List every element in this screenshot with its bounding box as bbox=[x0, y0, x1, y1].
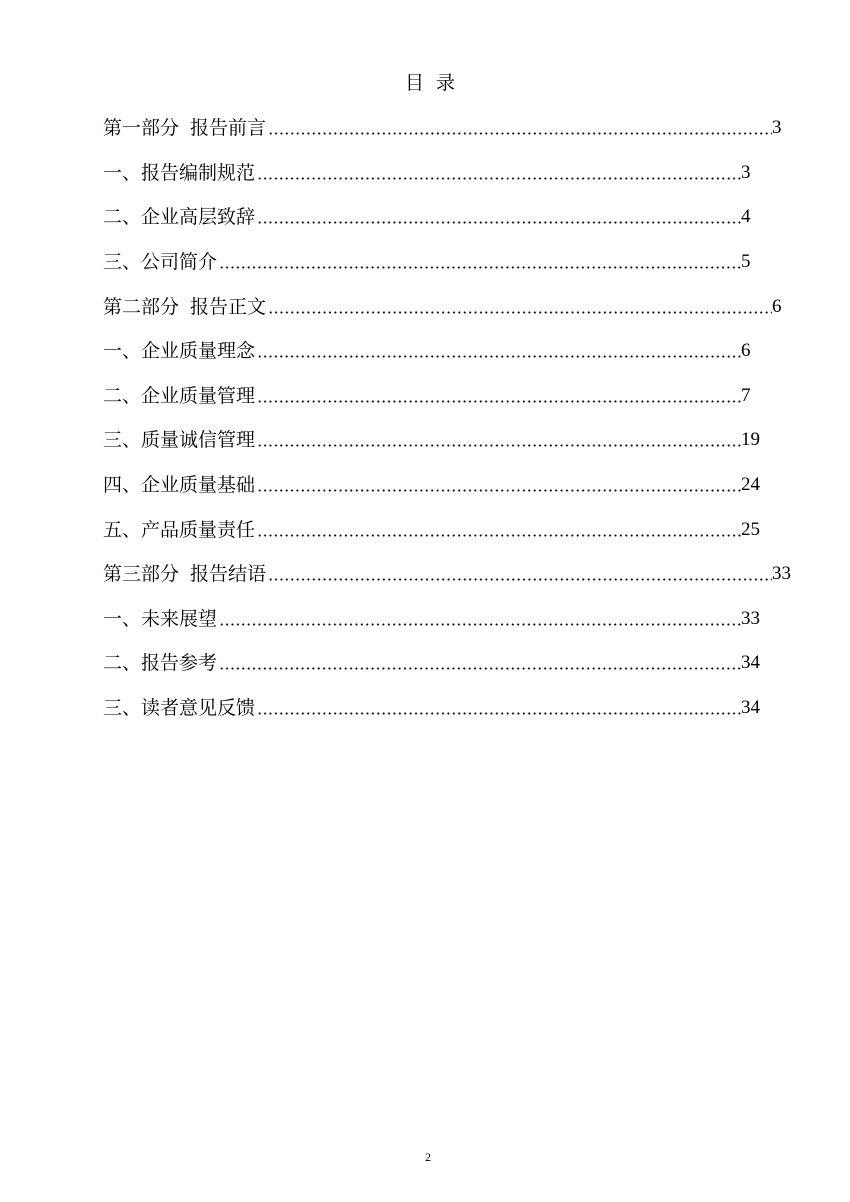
toc-entry-label: 五、产品质量责任 bbox=[103, 518, 256, 541]
toc-title: 目 录 bbox=[404, 72, 456, 94]
toc-entry-lead bbox=[103, 384, 741, 408]
table-of-contents bbox=[103, 106, 791, 730]
toc-entry-label: 一、未来展望 bbox=[103, 607, 218, 630]
toc-entry-page: 34 bbox=[741, 652, 760, 674]
toc-entry-section bbox=[103, 418, 791, 463]
toc-entry-section bbox=[103, 686, 791, 731]
toc-entry-section bbox=[103, 507, 791, 552]
toc-entry-label: 二、报告参考 bbox=[103, 652, 218, 675]
toc-entry-page: 33 bbox=[741, 607, 760, 629]
dot-leader bbox=[219, 255, 741, 269]
toc-entry-lead bbox=[103, 473, 741, 497]
toc-entry-label: 一、企业质量理念 bbox=[103, 340, 256, 363]
toc-entry-page: 3 bbox=[772, 117, 782, 139]
dot-leader bbox=[219, 612, 741, 626]
toc-entry-page: 6 bbox=[741, 340, 751, 362]
toc-entry-label: 三、质量诚信管理 bbox=[103, 429, 256, 452]
toc-entry-lead bbox=[103, 116, 772, 140]
toc-entry-lead bbox=[103, 518, 741, 542]
toc-entry-section bbox=[103, 329, 791, 374]
toc-entry-page: 4 bbox=[741, 206, 751, 228]
toc-entry-page: 33 bbox=[772, 563, 791, 585]
toc-entry-section bbox=[103, 240, 791, 285]
toc-entry-lead bbox=[103, 161, 741, 185]
toc-entry-section bbox=[103, 463, 791, 508]
dot-leader bbox=[257, 389, 741, 403]
toc-entry-lead bbox=[103, 607, 741, 631]
toc-entry-page: 34 bbox=[741, 697, 760, 719]
dot-leader bbox=[257, 701, 741, 715]
dot-leader bbox=[257, 210, 741, 224]
toc-entry-section bbox=[103, 597, 791, 642]
toc-entry-label: 三、读者意见反馈 bbox=[103, 697, 256, 720]
dot-leader bbox=[257, 523, 741, 537]
toc-entry-label: 二、企业高层致辞 bbox=[103, 206, 256, 229]
toc-entry-part bbox=[103, 552, 791, 597]
toc-entry-section bbox=[103, 374, 791, 419]
toc-entry-label: 第二部分 报告正文 bbox=[103, 295, 267, 318]
toc-entry-page: 24 bbox=[741, 474, 760, 496]
dot-leader bbox=[257, 478, 741, 492]
toc-entry-section bbox=[103, 641, 791, 686]
dot-leader bbox=[257, 433, 741, 447]
toc-entry-part bbox=[103, 106, 791, 151]
toc-entry-section bbox=[103, 195, 791, 240]
toc-entry-lead bbox=[103, 250, 741, 274]
page-number: 2 bbox=[425, 1150, 431, 1164]
toc-entry-lead bbox=[103, 295, 772, 319]
dot-leader bbox=[268, 300, 772, 314]
toc-entry-page: 25 bbox=[741, 518, 760, 540]
toc-entry-lead bbox=[103, 205, 741, 229]
toc-entry-label: 二、企业质量管理 bbox=[103, 384, 256, 407]
toc-entry-label: 第三部分 报告结语 bbox=[103, 563, 267, 586]
toc-entry-label: 第一部分 报告前言 bbox=[103, 117, 267, 140]
dot-leader bbox=[268, 567, 772, 581]
toc-entry-page: 5 bbox=[741, 251, 751, 273]
toc-entry-lead bbox=[103, 428, 741, 452]
toc-entry-label: 四、企业质量基础 bbox=[103, 474, 256, 497]
toc-entry-lead bbox=[103, 562, 772, 586]
toc-entry-page: 6 bbox=[772, 295, 782, 317]
toc-entry-section bbox=[103, 151, 791, 196]
toc-entry-page: 3 bbox=[741, 161, 751, 183]
dot-leader bbox=[219, 656, 741, 670]
toc-entry-page: 7 bbox=[741, 384, 751, 406]
dot-leader bbox=[257, 166, 741, 180]
toc-entry-part bbox=[103, 284, 791, 329]
toc-entry-label: 三、公司简介 bbox=[103, 251, 218, 274]
toc-entry-lead bbox=[103, 339, 741, 363]
dot-leader bbox=[268, 121, 772, 135]
toc-entry-label: 一、报告编制规范 bbox=[103, 161, 256, 184]
toc-entry-lead bbox=[103, 696, 741, 720]
toc-entry-page: 19 bbox=[741, 429, 760, 451]
toc-entry-lead bbox=[103, 651, 741, 675]
dot-leader bbox=[257, 344, 741, 358]
